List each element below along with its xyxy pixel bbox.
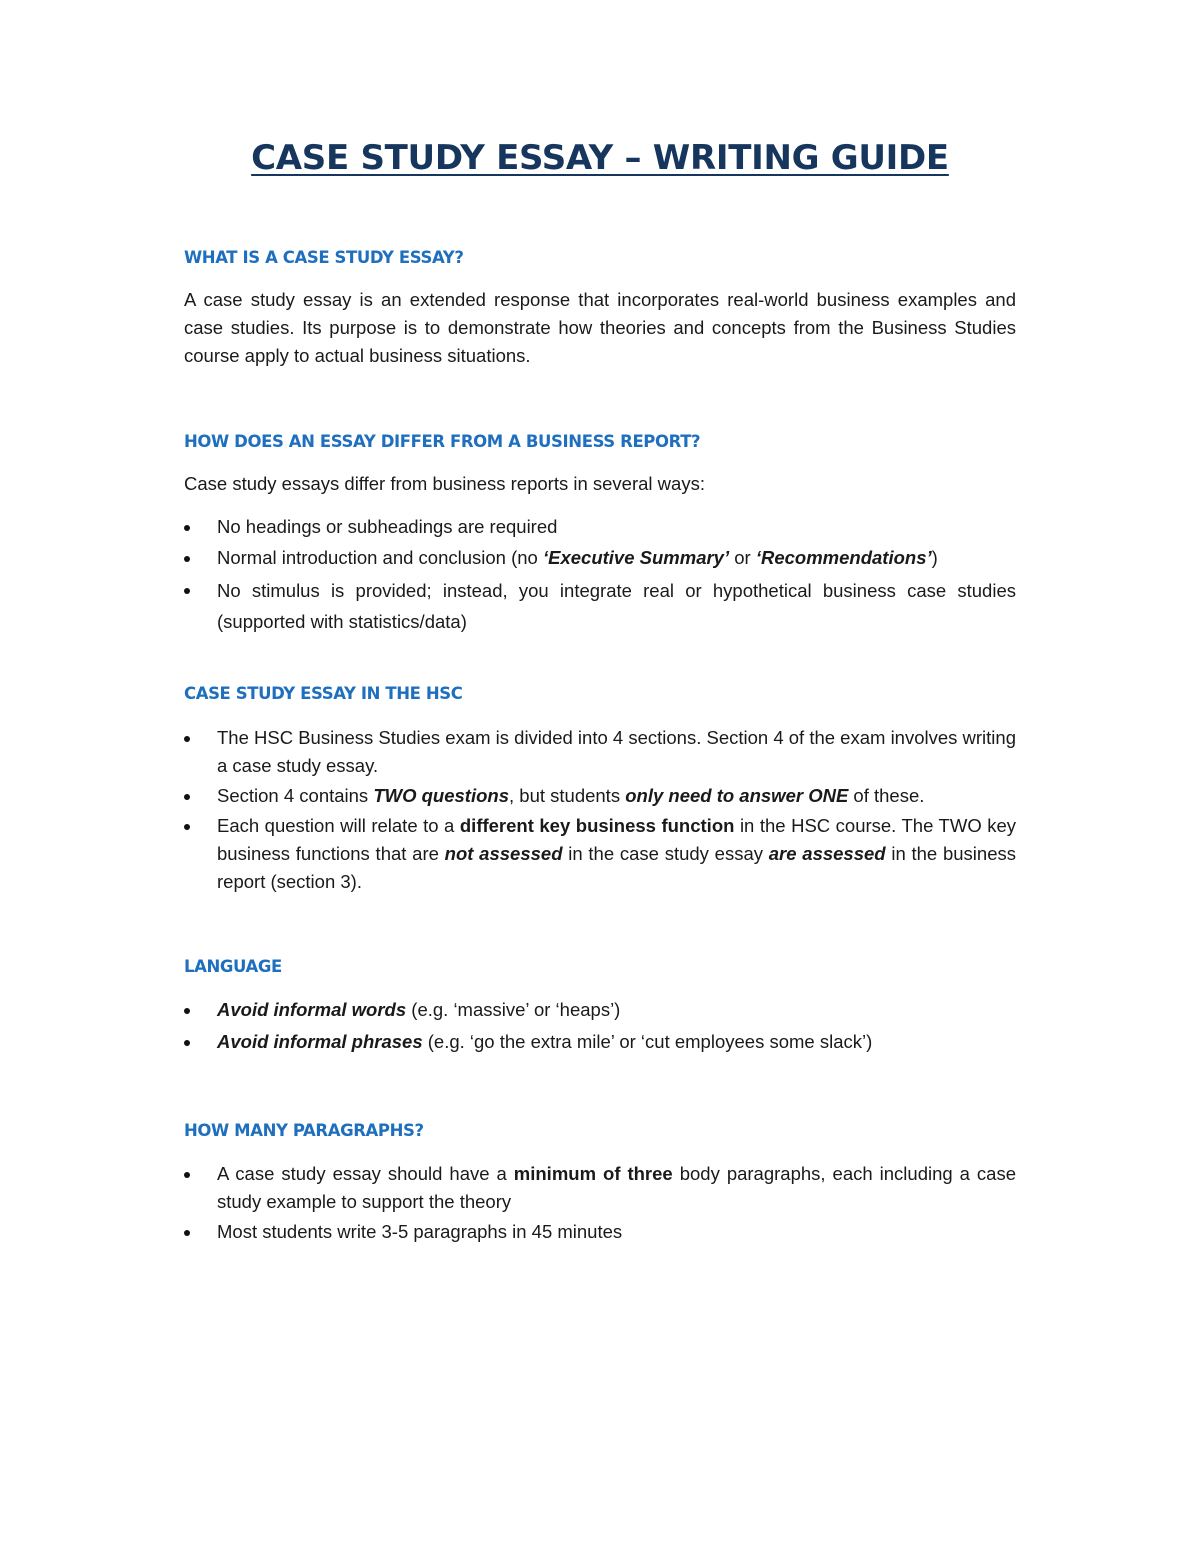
heading-case-study-in-hsc: CASE STUDY ESSAY IN THE HSC [184, 684, 463, 703]
list-item: Most students write 3-5 paragraphs in 45 minutes [184, 1218, 1016, 1246]
bullet-icon [184, 1008, 190, 1014]
heading-what-is-case-study-essay: WHAT IS A CASE STUDY ESSAY? [184, 248, 464, 267]
heading-language: LANGUAGE [184, 957, 282, 976]
bullet-icon [184, 588, 190, 594]
paragraph-differ-intro: Case study essays differ from business reports in several ways: [184, 473, 705, 494]
list-item: Normal introduction and conclusion (no ‘Executive Summary’ or ‘Recommendations’) [184, 544, 1016, 572]
bullet-icon [184, 525, 190, 531]
list-item: The HSC Business Studies exam is divided into 4 sections. Section 4 of the exam involves writing a case study essay. [184, 724, 1016, 780]
list-item: Avoid informal words (e.g. ‘massive’ or ‘heaps’) [184, 996, 1016, 1024]
heading-essay-vs-report: HOW DOES AN ESSAY DIFFER FROM A BUSINESS REPORT? [184, 432, 701, 451]
list-essay-vs-report [184, 513, 1016, 637]
list-case-study-in-hsc [184, 724, 1016, 896]
list-item: No headings or subheadings are required [184, 513, 1016, 541]
bullet-icon [184, 1172, 190, 1178]
heading-how-many-paragraphs: HOW MANY PARAGRAPHS? [184, 1121, 424, 1140]
list-language [184, 996, 1016, 1056]
page-title: CASE STUDY ESSAY – WRITING GUIDE [251, 138, 949, 178]
list-item: A case study essay should have a minimum of three body paragraphs, each including a case study example to support the theory [184, 1160, 1016, 1216]
list-item: Each question will relate to a different key business function in the HSC course. The TWO key business functions that are not assessed in the case study essay are assessed in the business report (section 3). [184, 812, 1016, 896]
paragraph-what-is-case-study-essay: A case study essay is an extended response that incorporates real-world business examples and case studies. Its purpose is to demonstrate how theories and concepts from the Business Studies course apply to actual business situations. [184, 289, 1016, 366]
bullet-icon [184, 736, 190, 742]
bullet-icon [184, 1040, 190, 1046]
bullet-icon [184, 824, 190, 830]
bullet-icon [184, 556, 190, 562]
list-item: Section 4 contains TWO questions, but students only need to answer ONE of these. [184, 782, 1016, 810]
bullet-icon [184, 1230, 190, 1236]
list-item: No stimulus is provided; instead, you integrate real or hypothetical business case studies (supported with statistics/data) [184, 575, 1016, 637]
list-item: Avoid informal phrases (e.g. ‘go the extra mile’ or ‘cut employees some slack’) [184, 1028, 1016, 1056]
bullet-icon [184, 794, 190, 800]
list-how-many-paragraphs [184, 1160, 1016, 1246]
